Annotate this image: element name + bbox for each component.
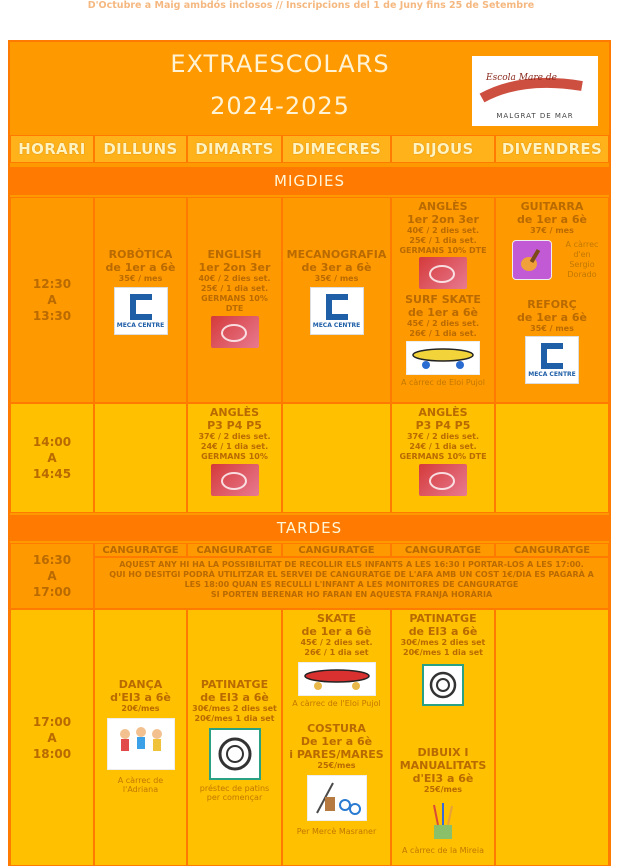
activity-note-2: l'Adriana [122,785,159,794]
guitar-icon [512,240,552,280]
english-school-logo-icon [419,257,467,289]
time-sep: A [47,730,57,745]
cell-patinatge-dibuix [391,609,495,866]
activity-level: de 1er a 6è [517,213,587,226]
activity-note-2: Per Mercè Masraner [296,827,377,836]
activity-name: ROBÒTICA [108,248,173,261]
time-12-30 [10,197,94,403]
activity-price: 35€ / mes [314,274,359,283]
activity-name: ANGLÈS [418,200,468,213]
activity-name-2: SURF SKATE [405,293,481,306]
activity-name: ANGLÈS [209,406,260,419]
cell-empty [94,403,187,513]
activity-note-1: A càrrec [565,240,599,249]
activity-note: A càrrec de la Mireia [402,846,484,855]
time-start: 16:30 [32,553,72,567]
activity-price-1: 37€ / 2 dies set. [406,432,480,441]
header-divendres: DIVENDRES [495,135,609,163]
activity-discount: GERMANS 10% DTE [399,246,487,255]
activity-price-2: 35€ / mes [530,324,574,333]
activity-level: P3 P4 P5 [415,419,471,432]
activity-price: 37€ / mes [530,226,574,235]
time-end: 13:30 [32,309,72,323]
header-horari: HORARI [10,135,94,163]
cell-skate-costura [282,609,391,866]
activity-price-1: 37€ / 2 dies set. [198,432,271,441]
activity-discount: GERMANS 10% DTE [399,452,487,461]
activity-note-2: d'en [573,250,591,259]
cell-empty [495,609,609,866]
activity-price-2: 26€ / 1 dia set [304,648,369,657]
canguratge-text-4: SI PORTEN BERENAR HO FARAN EN AQUESTA FRANJA HORÀRIA [210,590,493,599]
activity-note: A càrrec de Eloi Pujol [400,378,485,387]
activity-price-2: 25€ / 1 dia set. [409,236,477,245]
meca-centre-logo-icon: MECA CENTRE [310,287,364,335]
paint-brushes-icon [426,799,460,843]
english-school-logo-icon [211,316,259,348]
activity-price: 20€/mes [121,704,160,713]
time-end: 17:00 [32,585,72,599]
band-tardes: TARDES [10,515,609,541]
activity-price-2: 25€ / 1 dia set. [200,284,269,293]
canguratge-notice [94,557,609,609]
cell-empty [495,403,609,513]
school-logo-line1: Escola Mare de [486,73,557,83]
cell-mecanografia [282,197,391,403]
activity-name: DANÇA [118,678,163,691]
skating-club-logo-icon [209,728,261,780]
canguratge-dimecres: CANGURATGE [282,543,391,557]
activity-note-2: per començar [206,793,263,802]
meca-centre-logo-icon: MECA CENTRE [114,287,168,335]
activity-price-2: 24€ / 1 dia set. [409,442,477,451]
cell-patinatge [187,609,282,866]
canguratge-text-2: QUI HO DESITGI PODRÀ UTILITZAR EL SERVEI DE CANGURATGE DE L'AFA AMB UN COST 1€/DIA ES PAGARÀ A [109,570,594,579]
time-14-00 [10,403,94,513]
cell-english [187,197,282,403]
activity-note-3: Sergio [569,260,595,269]
activity-price-1: 30€/mes 2 dies set [192,704,277,713]
activity-level: de EI3 a 6è [408,625,478,638]
activity-level: d'EI3 a 6è [110,691,171,704]
activity-price-1: 40€ / 2 dies set. [198,274,271,283]
activity-name: ANGLÈS [418,406,468,419]
activity-price-1: 45€ / 2 dies set. [300,638,373,647]
time-start: 17:00 [32,714,72,729]
dancing-kids-icon [107,718,175,770]
canguratge-dilluns: CANGURATGE [94,543,187,557]
header-dijous: DIJOUS [391,135,495,163]
header-dimarts: DIMARTS [187,135,282,163]
canguratge-divendres: CANGURATGE [495,543,609,557]
school-logo [472,56,598,126]
canguratge-dimarts: CANGURATGE [187,543,282,557]
activity-name: SKATE [316,612,357,625]
skateboard-icon [406,341,480,375]
activity-level: 1er 2on 3er [198,261,271,274]
activity-note-1: préstec de patins [199,784,270,793]
header-dilluns: DILLUNS [94,135,187,163]
skating-club-logo-icon [422,664,464,706]
cell-robotica [94,197,187,403]
activity-name: PATINATGE [200,678,269,691]
activity-level-3: i PARES/MARES [289,748,384,761]
time-sep: A [47,569,57,583]
time-start: 14:00 [32,435,72,449]
activity-level-2: De 1er a 6è [300,735,373,748]
cell-angles-surf [391,197,495,403]
red-skateboard-icon [298,662,376,696]
canguratge-dijous: CANGURATGE [391,543,495,557]
activity-note-4: Dorado [567,270,597,279]
english-school-logo-icon [419,464,467,496]
header-dimecres: DIMECRES [282,135,391,163]
activity-note: A càrrec de l'Eloi Pujol [292,699,381,708]
activity-price-1: 40€ / 2 dies set. [406,226,480,235]
cell-angles-p3-dijous [391,403,495,513]
activity-price-3: 25€/mes [423,785,463,794]
english-school-logo-icon [211,464,259,496]
activity-note-1: A càrrec de [117,776,164,785]
activity-price-4: 26€ / 1 dia set. [409,329,477,338]
schedule-sheet [8,40,611,866]
activity-price-1: 30€/mes 2 dies set [400,638,486,647]
time-16-30 [10,543,94,609]
activity-level-2: de 1er a 6è [408,306,478,319]
time-sep: A [47,451,57,465]
activity-price-2: 20€/mes 1 dia set [403,648,483,657]
cell-empty [282,403,391,513]
school-logo-line3: MALGRAT DE MAR [496,112,574,120]
activity-level: 1er 2on 3er [407,213,479,226]
cell-angles-p3 [187,403,282,513]
activity-level: de EI3 a 6è [200,691,269,704]
activity-name: GUITARRA [520,200,584,213]
activity-price-3: 25€/mes [317,761,356,770]
activity-name-2: DIBUIX I [417,746,469,759]
time-start: 12:30 [32,277,72,291]
activity-level: P3 P4 P5 [207,419,262,432]
sewing-tools-icon [307,775,367,821]
activity-name: MECANOGRAFIA [286,248,387,261]
time-17-00 [10,609,94,866]
activity-price-2: 20€/mes 1 dia set [194,714,275,723]
activity-discount: GERMANS 10% [201,294,268,303]
activity-discount-2: DTE [225,304,244,313]
activity-price: 35€ / mes [118,274,163,283]
canguratge-text-3: LES 18:00 QUAN ES RECULLI L'INFANT A LES MONITORES DE CANGURATGE [184,580,519,589]
activity-name: PATINATGE [409,612,477,625]
activity-level: de 1er a 6è [301,625,372,638]
activity-name-2: REFORÇ [527,298,577,311]
activity-discount: GERMANS 10% [201,452,268,461]
activity-name: ENGLISH [207,248,262,261]
title-line1: EXTRAESCOLARS [170,50,390,78]
activity-name-2b: MANUALITATS [399,759,487,772]
activity-level-2: de 1er a 6è [517,311,587,324]
school-logo-icon [472,56,598,126]
time-end: 14:45 [32,467,72,481]
title-line2: 2024-2025 [210,92,350,120]
activity-price-2: 24€ / 1 dia set. [200,442,269,451]
canguratge-text-1: AQUEST ANY HI HA LA POSSIBILITAT DE RECOLLIR ELS INFANTS A LES 16:30 I PORTAR-LOS A LES 17:00. [119,560,584,569]
time-sep: A [47,293,57,307]
activity-level-2: d'EI3 a 6è [412,772,474,785]
activity-level: de 3er a 6è [301,261,372,274]
time-end: 18:00 [32,746,72,761]
cell-guitarra-reforc [495,197,609,403]
meca-centre-logo-icon: MECA CENTRE [525,336,579,384]
top-note: D'Octubre a Maig ambdós inclosos // Inscripcions del 1 de Juny fins 25 de Setembre [87,0,535,11]
activity-price-3: 45€ / 2 dies set. [406,319,480,328]
activity-level: de 1er a 6è [105,261,176,274]
band-migdies: MIGDIES [10,167,609,195]
guitar-block [496,236,608,288]
activity-name-2: COSTURA [307,722,366,735]
cell-danca [94,609,187,866]
school-logo-line2: Montserrat [522,89,591,103]
